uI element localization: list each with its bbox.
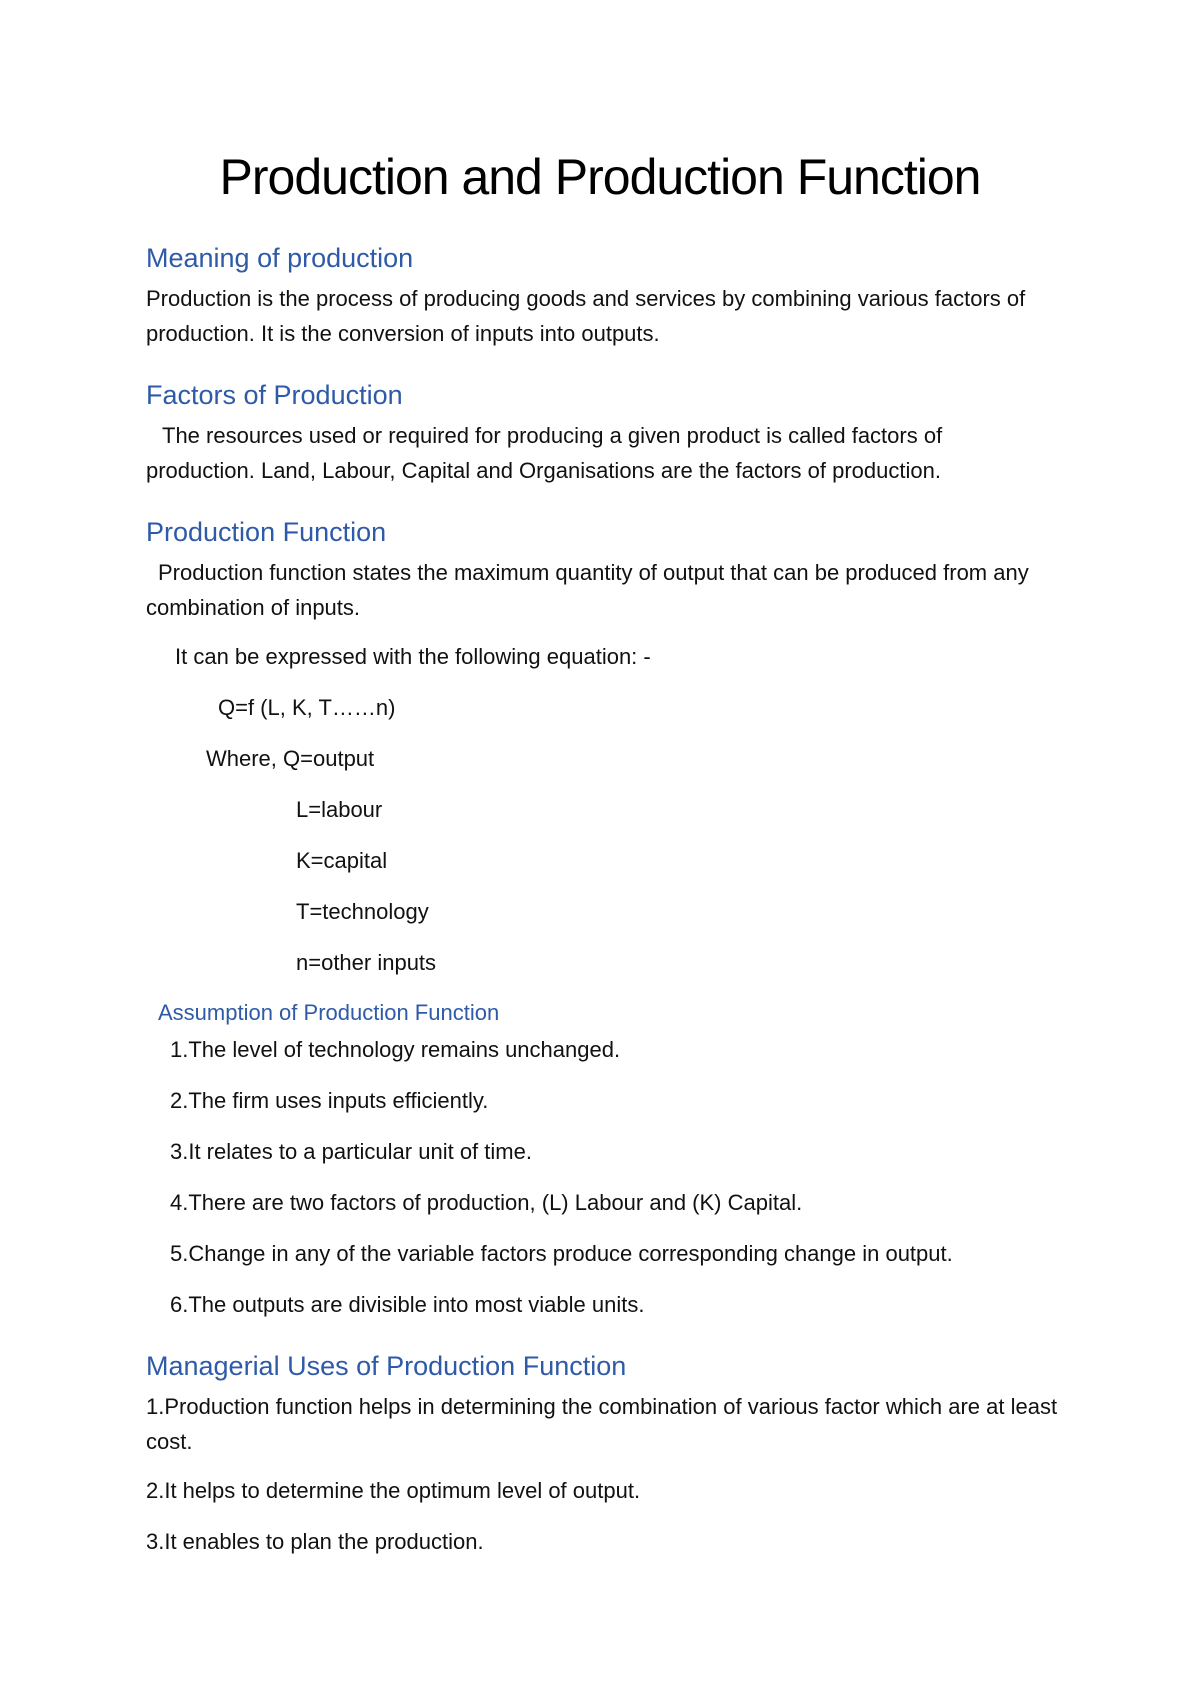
- assumption-item: 3.It relates to a particular unit of time.: [170, 1139, 532, 1164]
- assumption-item: 4.There are two factors of production, (L) Labour and (K) Capital.: [170, 1190, 803, 1215]
- heading-assumptions: Assumption of Production Function: [158, 1000, 500, 1025]
- page-title: Production and Production Function: [219, 149, 981, 205]
- heading-managerial-uses: Managerial Uses of Production Function: [146, 1351, 627, 1381]
- definition-technology: T=technology: [296, 899, 429, 924]
- managerial-use-item: 2.It helps to determine the optimum level of output.: [146, 1478, 641, 1503]
- managerial-use-item: 3.It enables to plan the production.: [146, 1529, 484, 1554]
- equation: Q=f (L, K, T……n): [218, 695, 396, 720]
- paragraph-factors-of-production: The resources used or required for producing a given product is called factors of production. Land, Labour, Capital and Organisations are the factors of production.: [146, 423, 943, 483]
- definition-other-inputs: n=other inputs: [296, 950, 437, 975]
- assumption-item: 1.The level of technology remains unchanged.: [170, 1037, 621, 1062]
- equation-intro: It can be expressed with the following equation: -: [175, 644, 651, 669]
- definition-labour: L=labour: [296, 797, 383, 822]
- heading-meaning-of-production: Meaning of production: [146, 243, 414, 273]
- assumption-item: 2.The firm uses inputs efficiently.: [170, 1088, 489, 1113]
- managerial-use-item: 1.Production function helps in determining the combination of various factor which are at least cost.: [146, 1394, 1058, 1454]
- assumption-item: 6.The outputs are divisible into most viable units.: [170, 1292, 645, 1317]
- heading-factors-of-production: Factors of Production: [146, 380, 403, 410]
- equation-where: Where, Q=output: [206, 746, 375, 771]
- paragraph-meaning-of-production: Production is the process of producing goods and services by combining various factors of production. It is the conversion of inputs into outputs.: [146, 286, 1026, 346]
- paragraph-production-function: Production function states the maximum quantity of output that can be produced from any combination of inputs.: [146, 560, 1029, 620]
- definition-capital: K=capital: [296, 848, 388, 873]
- assumption-item: 5.Change in any of the variable factors produce corresponding change in output.: [170, 1241, 953, 1266]
- heading-production-function: Production Function: [146, 517, 387, 547]
